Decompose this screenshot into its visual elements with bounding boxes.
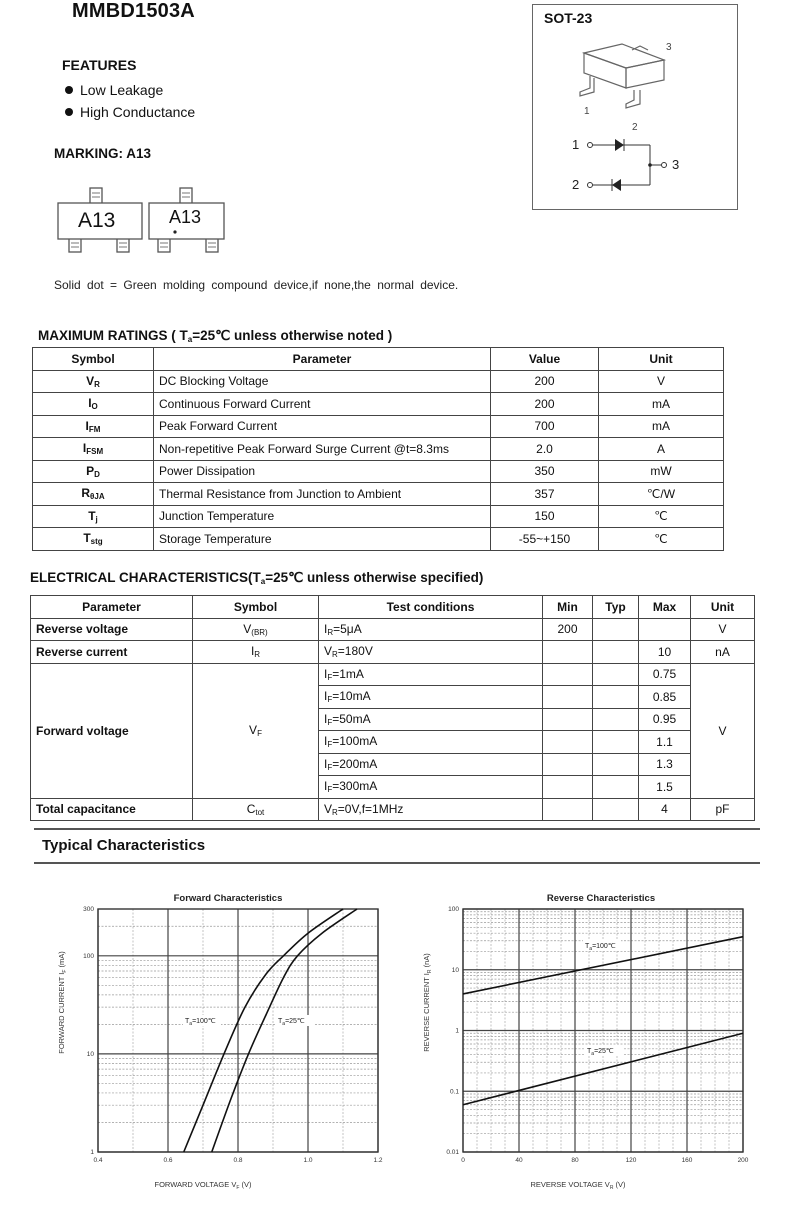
table-row xyxy=(31,663,755,686)
parameter-cell: Continuous Forward Current xyxy=(154,393,491,416)
parameter-cell: Reverse voltage xyxy=(31,618,193,641)
max-cell: 1.1 xyxy=(639,731,691,754)
col-min: Min xyxy=(543,596,593,619)
electrical-title: ELECTRICAL $CHARACTERISTICS(T_a=25℃$ unless otherwise specified) xyxy=(30,570,484,586)
min-cell xyxy=(543,663,593,686)
marking-code-normal: A13 xyxy=(78,209,116,232)
sch-pin2-label: 2 xyxy=(572,177,580,192)
value-cell: 2.0 xyxy=(491,438,599,461)
symbol-cell: $T_j$ xyxy=(33,505,154,528)
table-row xyxy=(33,483,724,506)
unit-cell: ℃/W xyxy=(599,483,724,506)
parameter-cell: Power Dissipation xyxy=(154,460,491,483)
y-tick-label: 100 xyxy=(448,906,459,913)
parameter-cell: DC Blocking Voltage xyxy=(154,370,491,393)
col-max: Max xyxy=(639,596,691,619)
y-axis-label: REVERSE CURRENT $I_R$ (nA) xyxy=(422,953,433,1052)
features-list xyxy=(64,79,195,123)
unit-cell: V xyxy=(691,618,755,641)
symbol-cell: $C_{tot}$ xyxy=(193,798,319,821)
table-row xyxy=(33,415,724,438)
y-tick-label: 300 xyxy=(83,906,94,913)
y-tick-label: 100 xyxy=(83,952,94,960)
min-cell: 200 xyxy=(543,618,593,641)
x-tick-label: 160 xyxy=(681,1157,693,1164)
min-cell xyxy=(543,686,593,709)
condition-cell: $I_F=1mA$ xyxy=(319,663,543,686)
condition-cell: $V_R=180V$ xyxy=(319,641,543,664)
series-label: $T_a=25℃$ xyxy=(587,1048,614,1057)
table-row xyxy=(33,528,724,551)
unit-cell: mA xyxy=(599,415,724,438)
x-tick-label: 1.2 xyxy=(373,1157,383,1164)
table-row xyxy=(31,798,755,821)
unit-cell: V xyxy=(691,663,755,798)
typ-cell xyxy=(593,708,639,731)
parameter-cell: Storage Temperature xyxy=(154,528,491,551)
symbol-cell: $P_D$ xyxy=(33,460,154,483)
y-tick-label: 1 xyxy=(455,1027,459,1035)
max-cell xyxy=(639,618,691,641)
typical-characteristics-header xyxy=(34,828,760,864)
typ-cell xyxy=(593,686,639,709)
series-label: $T_a=25℃$ xyxy=(278,1018,305,1027)
condition-cell: $I_F=300mA$ xyxy=(319,776,543,799)
col-test-conditions: Test conditions xyxy=(319,596,543,619)
series-label: $T_a=100℃$ xyxy=(585,943,616,952)
sch-pin1-label: 1 xyxy=(572,137,580,152)
condition-cell: $I_F=100mA$ xyxy=(319,731,543,754)
unit-cell: mA xyxy=(599,393,724,416)
condition-cell: $I_F=200mA$ xyxy=(319,753,543,776)
table-row xyxy=(33,505,724,528)
part-number-title: MMBD1503A xyxy=(72,0,195,22)
symbol-cell: $V_R$ xyxy=(33,370,154,393)
feature-item: High Conductance xyxy=(64,101,195,123)
min-cell xyxy=(543,798,593,821)
table-row xyxy=(33,438,724,461)
unit-cell: pF xyxy=(691,798,755,821)
x-tick-label: 0.6 xyxy=(163,1157,173,1164)
min-cell xyxy=(543,776,593,799)
characteristics-charts xyxy=(0,880,790,1209)
value-cell: 350 xyxy=(491,460,599,483)
min-cell xyxy=(543,753,593,776)
table-row xyxy=(33,460,724,483)
condition-cell: $I_F=10mA$ xyxy=(319,686,543,709)
unit-cell: V xyxy=(599,370,724,393)
table-header-row xyxy=(31,596,755,619)
symbol-cell: $T_{stg}$ xyxy=(33,528,154,551)
typ-cell xyxy=(593,798,639,821)
typ-cell xyxy=(593,618,639,641)
x-tick-label: 120 xyxy=(625,1157,637,1164)
symbol-cell: $V_{(BR)}$ xyxy=(193,618,319,641)
symbol-cell: $V_F$ xyxy=(193,663,319,798)
symbol-cell: $I_R$ xyxy=(193,641,319,664)
max-cell: 4 xyxy=(639,798,691,821)
feature-item: Low Leakage xyxy=(64,79,195,101)
series-line-100c xyxy=(184,909,343,1152)
condition-cell: $I_R=5\mu A$ xyxy=(319,618,543,641)
symbol-cell: $I_O$ xyxy=(33,393,154,416)
col-parameter: Parameter xyxy=(31,596,193,619)
parameter-cell: Reverse current xyxy=(31,641,193,664)
package-name: SOT-23 xyxy=(544,10,593,26)
y-tick-label: 10 xyxy=(86,1050,94,1058)
series-label: $T_a=100℃$ xyxy=(185,1018,216,1027)
min-cell xyxy=(543,641,593,664)
parameter-cell: Forward voltage xyxy=(31,663,193,798)
value-cell: -55~+150 xyxy=(491,528,599,551)
y-axis-label: FORWARD CURRENT $I_F$ (mA) xyxy=(57,951,68,1054)
col-symbol: Symbol xyxy=(33,348,154,371)
x-tick-label: 0.4 xyxy=(93,1157,103,1164)
x-tick-label: 80 xyxy=(571,1157,579,1164)
max-ratings-table xyxy=(32,347,724,551)
y-tick-label: 0.01 xyxy=(446,1149,459,1156)
marking-code-green: A13 xyxy=(169,207,202,227)
pkg-pin3-label: 3 xyxy=(666,42,672,53)
max-cell: 1.3 xyxy=(639,753,691,776)
symbol-cell: $I_{FM}$ xyxy=(33,415,154,438)
max-ratings-title: MAXIMUM RATINGS ( $T_a=25℃$ unless otherwise noted ) xyxy=(38,328,393,344)
table-row xyxy=(33,393,724,416)
max-cell: 0.75 xyxy=(639,663,691,686)
typical-heading: Typical Characteristics xyxy=(42,837,206,854)
diode1-icon xyxy=(615,139,624,151)
table-row xyxy=(31,618,755,641)
y-tick-label: 10 xyxy=(451,966,459,974)
max-cell: 0.95 xyxy=(639,708,691,731)
marking-diagrams xyxy=(54,186,234,256)
parameter-cell: Non-repetitive Peak Forward Surge Current @t=8.3ms xyxy=(154,438,491,461)
chart-title: Forward Characteristics xyxy=(173,893,283,904)
condition-cell: $V_R=0V,f=1MHz$ xyxy=(319,798,543,821)
y-tick-label: 1 xyxy=(90,1149,94,1156)
parameter-cell: Junction Temperature xyxy=(154,505,491,528)
typ-cell xyxy=(593,731,639,754)
value-cell: 700 xyxy=(491,415,599,438)
min-cell xyxy=(543,708,593,731)
parameter-cell: Total capacitance xyxy=(31,798,193,821)
col-value: Value xyxy=(491,348,599,371)
condition-cell: $I_F=50mA$ xyxy=(319,708,543,731)
symbol-cell: $I_{FSM}$ xyxy=(33,438,154,461)
unit-cell: mW xyxy=(599,460,724,483)
value-cell: 200 xyxy=(491,370,599,393)
sot23-package-icon xyxy=(560,38,710,198)
max-cell: 0.85 xyxy=(639,686,691,709)
pkg-pin1-label: 1 xyxy=(584,106,590,117)
table-header-row xyxy=(33,348,724,371)
marking-note: Solid dot = Green molding compound device,if none,the normal device. xyxy=(54,278,459,292)
pkg-pin2-label: 2 xyxy=(632,122,638,133)
table-row xyxy=(31,641,755,664)
typ-cell xyxy=(593,776,639,799)
typ-cell xyxy=(593,641,639,664)
symbol-cell: $R_{\theta JA}$ xyxy=(33,483,154,506)
value-cell: 357 xyxy=(491,483,599,506)
parameter-cell: Peak Forward Current xyxy=(154,415,491,438)
x-tick-label: 0 xyxy=(461,1157,465,1164)
max-cell: 1.5 xyxy=(639,776,691,799)
col-typ: Typ xyxy=(593,596,639,619)
min-cell xyxy=(543,731,593,754)
col-unit: Unit xyxy=(691,596,755,619)
table-row xyxy=(33,370,724,393)
col-symbol: Symbol xyxy=(193,596,319,619)
y-tick-label: 0.1 xyxy=(449,1088,459,1096)
x-tick-label: 200 xyxy=(737,1157,749,1164)
x-axis-label: FORWARD VOLTAGE $V_F$ (V) xyxy=(154,1180,252,1191)
typ-cell xyxy=(593,753,639,776)
unit-cell: ℃ xyxy=(599,528,724,551)
value-cell: 200 xyxy=(491,393,599,416)
col-unit: Unit xyxy=(599,348,724,371)
x-tick-label: 0.8 xyxy=(233,1157,243,1164)
max-cell: 10 xyxy=(639,641,691,664)
electrical-table xyxy=(30,595,755,821)
diode2-icon xyxy=(612,179,621,191)
value-cell: 150 xyxy=(491,505,599,528)
typ-cell xyxy=(593,663,639,686)
features-heading: FEATURES xyxy=(62,57,137,73)
chart-title: Reverse Characteristics xyxy=(546,893,656,904)
green-dot-icon xyxy=(173,230,176,233)
x-tick-label: 40 xyxy=(515,1157,523,1164)
marking-label: MARKING: A13 xyxy=(54,146,152,161)
unit-cell: nA xyxy=(691,641,755,664)
x-axis-label: REVERSE VOLTAGE $V_R$ (V) xyxy=(530,1180,626,1191)
parameter-cell: Thermal Resistance from Junction to Ambient xyxy=(154,483,491,506)
x-tick-label: 1.0 xyxy=(303,1157,313,1164)
unit-cell: ℃ xyxy=(599,505,724,528)
col-parameter: Parameter xyxy=(154,348,491,371)
sch-pin3-label: 3 xyxy=(672,157,680,172)
unit-cell: A xyxy=(599,438,724,461)
